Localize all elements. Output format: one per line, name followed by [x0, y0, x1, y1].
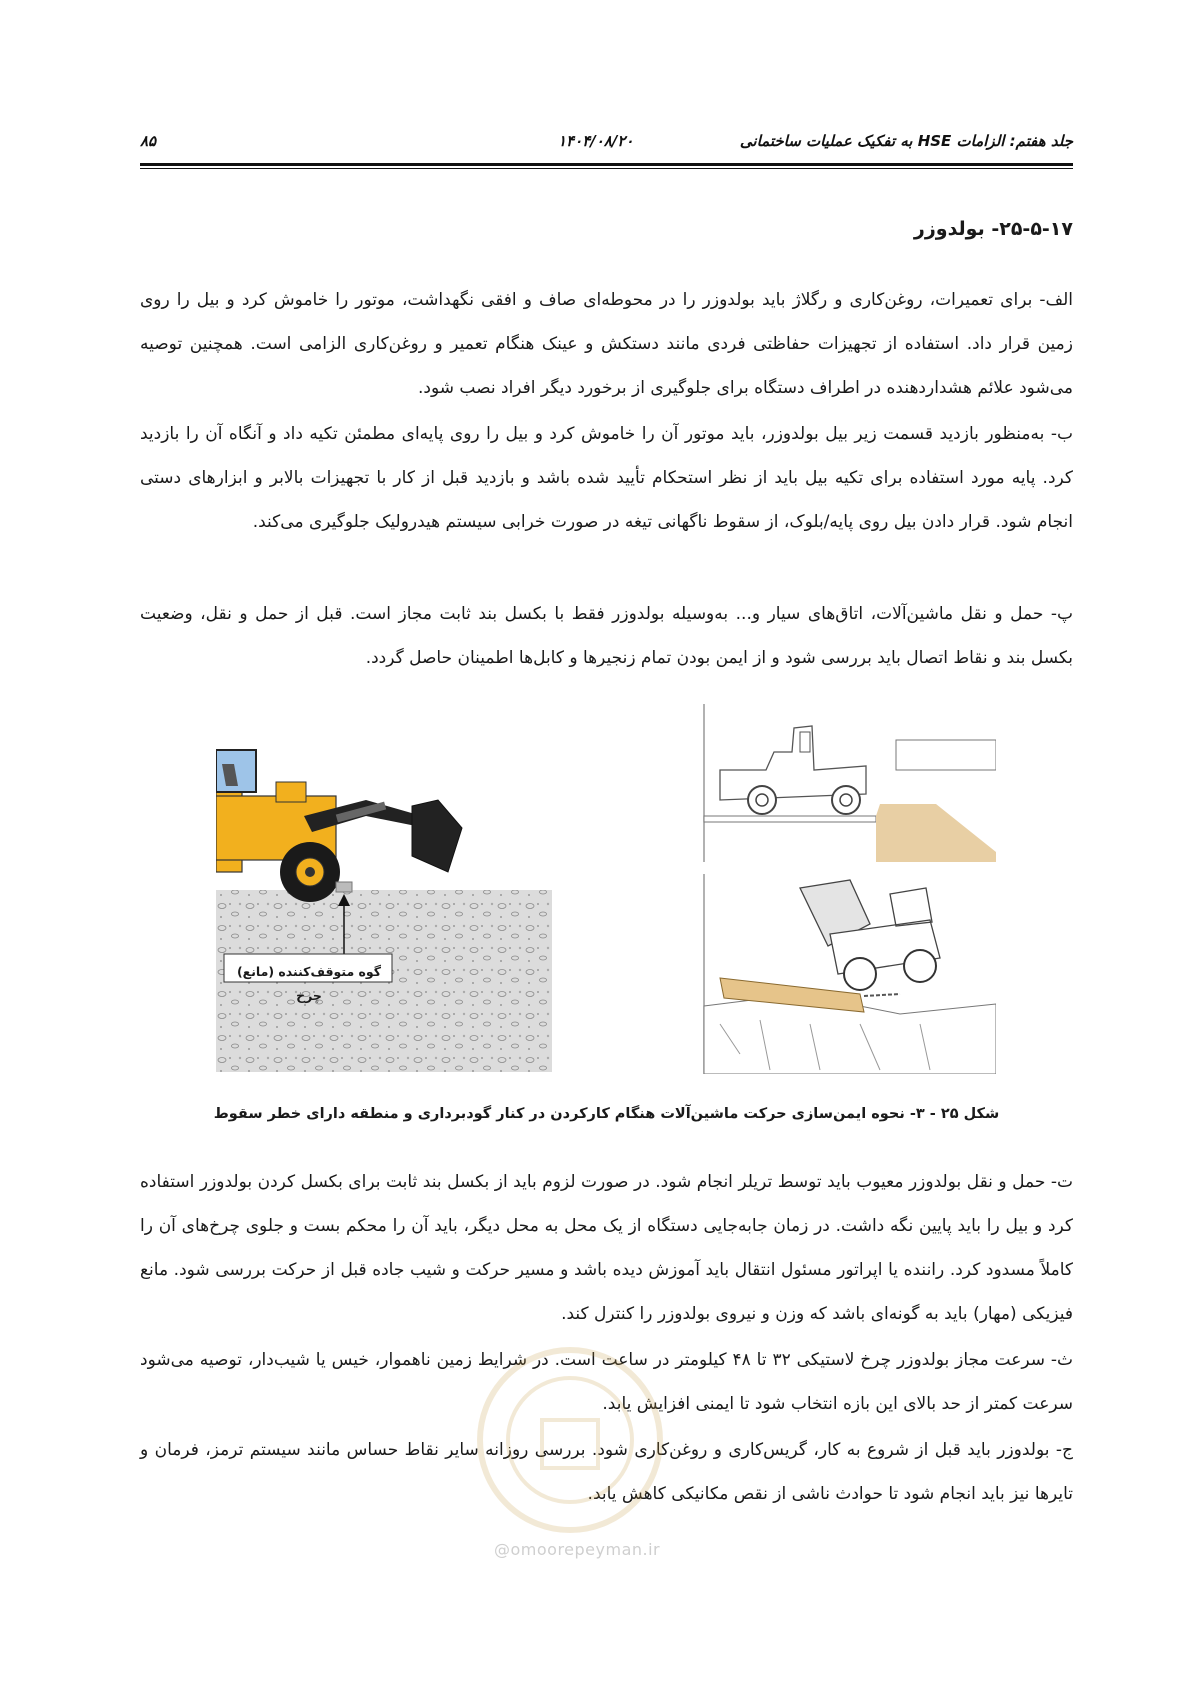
dump-truck-edge-illustration [700, 704, 996, 862]
ground-right [502, 890, 552, 1072]
page-header [140, 128, 1073, 158]
paragraph-jim: ج- بولدوزر باید قبل از شروع به کار، گریس‌کاری و روغن‌کاری شود. بررسی روزانه سایر نقاط حساس مانند سیستم ترمز، فرمان و تایرها نیز باید انجام شود تا حوادث ناشی از نقص مکانیکی کاهش یابد. [140, 1440, 1073, 1504]
section-heading: ۲۵-۵-۱۷- بولدوزر [913, 218, 1073, 240]
paragraph-te: ت- حمل و نقل بولدوزر معیوب باید توسط تریلر انجام شود. در صورت لزوم باید از بکسل بند ثابت برای بکسل کردن بولدوزر استفاده کرد و بیل را باید پایین نگه داشت. در زمان جابه‌جایی دستگاه از یک محل به محل دیگر، باید آن را محکم بست و جلوی چرخ‌های آن را کاملاً مسدود کرد. راننده یا اپراتور مسئول انتقال باید آموزش دیده باشد و مسیر حرکت و شیب جاده قبل از حرکت بررسی شود. مانع فیزیکی (مهار) باید به گونه‌ای باشد که وزن و نیروی بولدوزر را کنترل کند. [140, 1172, 1073, 1324]
paragraph-pe: پ- حمل و نقل ماشین‌آلات، اتاق‌های سیار و... به‌وسیله بولدوزر فقط با بکسل بند ثابت مجاز است. قبل از حمل و نقل، وضعیت بکسل بند و نقاط اتصال باید بررسی شود و از ایمن بودن تمام زنجیرها و کابل‌ها اطمینان حاصل گردد. [140, 604, 1073, 668]
watermark-seal-icon [470, 1340, 670, 1540]
figure-caption: شکل ۲۵ - ۳- نحوه ایمن‌سازی حرکت ماشین‌آلات هنگام کارکردن در کنار گودبرداری و منطقه دارای خطر سقوط [213, 1106, 1000, 1122]
loader-wheel-stop-illustration [216, 724, 552, 1072]
wheel-stop-block [336, 882, 352, 892]
header-rule-thin [140, 168, 1073, 169]
header-rule-thick [140, 163, 1073, 166]
header-date: ۱۴۰۴/۰۸/۲۰ [558, 132, 634, 150]
watermark-text: @omoorepeyman.ir [494, 1540, 661, 1559]
book-title: جلد هفتم: الزامات HSE به تفکیک عملیات ساختمانی [739, 132, 1073, 150]
paragraph-alef: الف- برای تعمیرات، روغن‌کاری و رگلاژ باید بولدوزر را در محوطه‌ای صاف و افقی نگهداشت، موتور را خاموش کرد و بیل را روی زمین قرار داد. استفاده از تجهیزات حفاظتی فردی مانند دستکش و عینک هنگام تعمیر و روغن‌کاری الزامی است. همچنین توصیه می‌شود علائم هشداردهنده در اطراف دستگاه برای جلوگیری از برخورد دیگر افراد نصب شود. [140, 290, 1073, 398]
wheel-stop-label: گوه متوقف‌کننده (مانع) چرخ [236, 964, 382, 1003]
page-number: ۸۵ [140, 132, 157, 150]
dump-truck-timber-stop-illustration [700, 874, 996, 1074]
paragraph-be: ب- به‌منظور بازدید قسمت زیر بیل بولدوزر، باید موتور آن را خاموش کرد و بیل را روی پایه‌ای مطمئن تکیه داد و آنگاه آن را بازدید کرد. پایه مورد استفاده برای تکیه بیل باید از نظر استحکام تأیید شده باشد و بازدید قبل از کار با تجهیزات بالابر و ابزارهای دستی انجام شود. قرار دادن بیل روی پایه/بلوک، از سقوط ناگهانی تیغه در صورت خرابی سیستم هیدرولیک جلوگیری می‌کند. [140, 424, 1073, 532]
paragraph-se: ث- سرعت مجاز بولدوزر چرخ لاستیکی ۳۲ تا ۴۸ کیلومتر در ساعت است. در شرایط زمین ناهموار، خیس یا شیب‌دار، توصیه می‌شود سرعت کمتر از حد بالای این بازه انتخاب شود تا ایمنی افزایش یابد. [140, 1350, 1074, 1414]
